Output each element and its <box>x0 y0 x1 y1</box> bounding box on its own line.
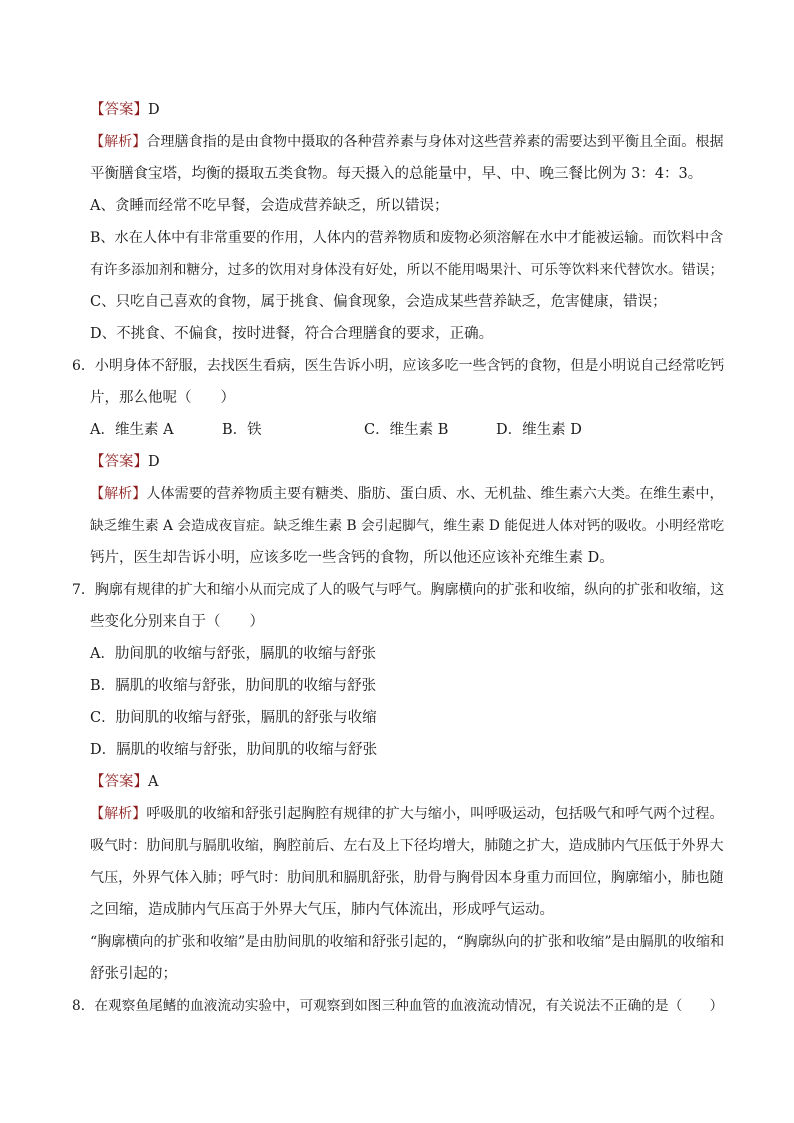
q7-stem: 些变化分别来自于（ ） <box>90 614 264 630</box>
analysis-text: 人体需要的营养物质主要有糖类、脂肪、蛋白质、水、无机盐、维生素六大类。在维生素中， <box>146 486 724 502</box>
analysis-text: 呼吸肌的收缩和舒张引起胸腔有规律的扩大与缩小，叫呼吸运动，包括吸气和呼气两个过程。 <box>146 806 724 822</box>
analysis-tag: 【解析】 <box>90 134 147 150</box>
q5-analysis-line: B、水在人体中有非常重要的作用，人体内的营养物质和废物必须溶解在水中才能被运输。而饮料中含 <box>90 230 724 246</box>
q5-answer <box>90 100 160 120</box>
analysis-tag: 【解析】 <box>90 806 147 822</box>
q7-stem: 7．胸廓有规律的扩大和缩小从而完成了人的吸气与呼气。胸廓横向的扩张和收缩，纵向的扩张和收缩，这 <box>72 582 725 598</box>
analysis-text: 合理膳食指的是由食物中摄取的各种营养素与身体对这些营养素的需要达到平衡且全面。根据 <box>146 134 724 150</box>
q6-stem: 6．小明身体不舒服，去找医生看病，医生告诉小明，应该多吃一些含钙的食物，但是小明说自己经常吃钙 <box>72 358 725 374</box>
q5-analysis-line: A、贪睡而经常不吃早餐，会造成营养缺乏，所以错误； <box>90 198 449 214</box>
q7-analysis-line: 气压，外界气体入肺；呼气时：肋间肌和膈肌舒张，肋骨与胸骨因本身重力而回位，胸廓缩小，肺也随 <box>90 870 724 886</box>
answer-tag: 【答案】 <box>90 454 148 470</box>
q7-analysis-line: “胸廓横向的扩张和收缩”是由肋间肌的收缩和舒张引起的，“胸廓纵向的扩张和收缩”是由膈肌的收缩和 <box>90 934 725 950</box>
q5-analysis-line <box>90 132 724 152</box>
answer-tag: 【答案】 <box>90 102 148 118</box>
q7-option-b: B．膈肌的收缩与舒张，肋间肌的收缩与舒张 <box>90 678 377 694</box>
q7-option-c: C．肋间肌的收缩与舒张，膈肌的舒张与收缩 <box>90 710 377 726</box>
q5-analysis-line: C、只吃自己喜欢的食物，属于挑食、偏食现象，会造成某些营养缺乏，危害健康，错误； <box>90 294 667 310</box>
q7-answer <box>90 772 158 792</box>
q7-option-a: A．肋间肌的收缩与舒张，膈肌的收缩与舒张 <box>90 646 376 662</box>
q6-analysis-line: 钙片，医生却告诉小明，应该多吃一些含钙的食物，所以他还应该补充维生素 D。 <box>90 550 614 566</box>
q6-analysis-line: 缺乏维生素 A 会造成夜盲症。缺乏维生素 B 会引起脚气，维生素 D 能促进人体对钙的吸收。小明经常吃 <box>90 518 725 534</box>
q7-option-d: D．膈肌的收缩与舒张，肋间肌的收缩与舒张 <box>90 742 378 758</box>
q5-analysis-line: 平衡膳食宝塔，均衡的摄取五类食物。每天摄入的总能量中，早、中、晚三餐比例为 3：4：3。 <box>90 166 703 182</box>
q8-stem: 8．在观察鱼尾鳍的血液流动实验中，可观察到如图三种血管的血液流动情况，有关说法不正确的是（ ） <box>72 998 724 1014</box>
q6-answer <box>90 452 160 472</box>
answer-tag: 【答案】 <box>90 774 148 790</box>
q5-analysis-line: D、不挑食、不偏食，按时进餐，符合合理膳食的要求，正确。 <box>90 326 494 342</box>
q7-analysis-line <box>90 804 724 824</box>
q6-analysis-line <box>90 484 724 504</box>
answer-value: D <box>148 102 160 118</box>
q5-analysis-line: 有许多添加剂和糖分，过多的饮用对身体没有好处，所以不能用喝果汁、可乐等饮料来代替饮水。错误； <box>90 262 724 278</box>
answer-value: D <box>148 454 160 470</box>
analysis-tag: 【解析】 <box>90 486 147 502</box>
q6-option-a: A．维生素 A <box>90 422 174 438</box>
q7-analysis-line: 舒张引起的； <box>90 966 177 982</box>
q6-option-b: B．铁 <box>222 422 262 438</box>
q6-option-c: C．维生素 B <box>364 422 449 438</box>
q7-analysis-line: 吸气时：肋间肌与膈肌收缩，胸腔前后、左右及上下径均增大，肺随之扩大，造成肺内气压低于外界大 <box>90 838 724 854</box>
q6-option-d: D．维生素 D <box>496 422 582 438</box>
q7-analysis-line: 之回缩，造成肺内气压高于外界大气压，肺内气体流出，形成呼气运动。 <box>90 902 554 918</box>
q6-stem: 片，那么他呢（ ） <box>90 390 235 406</box>
answer-value: A <box>148 774 159 790</box>
